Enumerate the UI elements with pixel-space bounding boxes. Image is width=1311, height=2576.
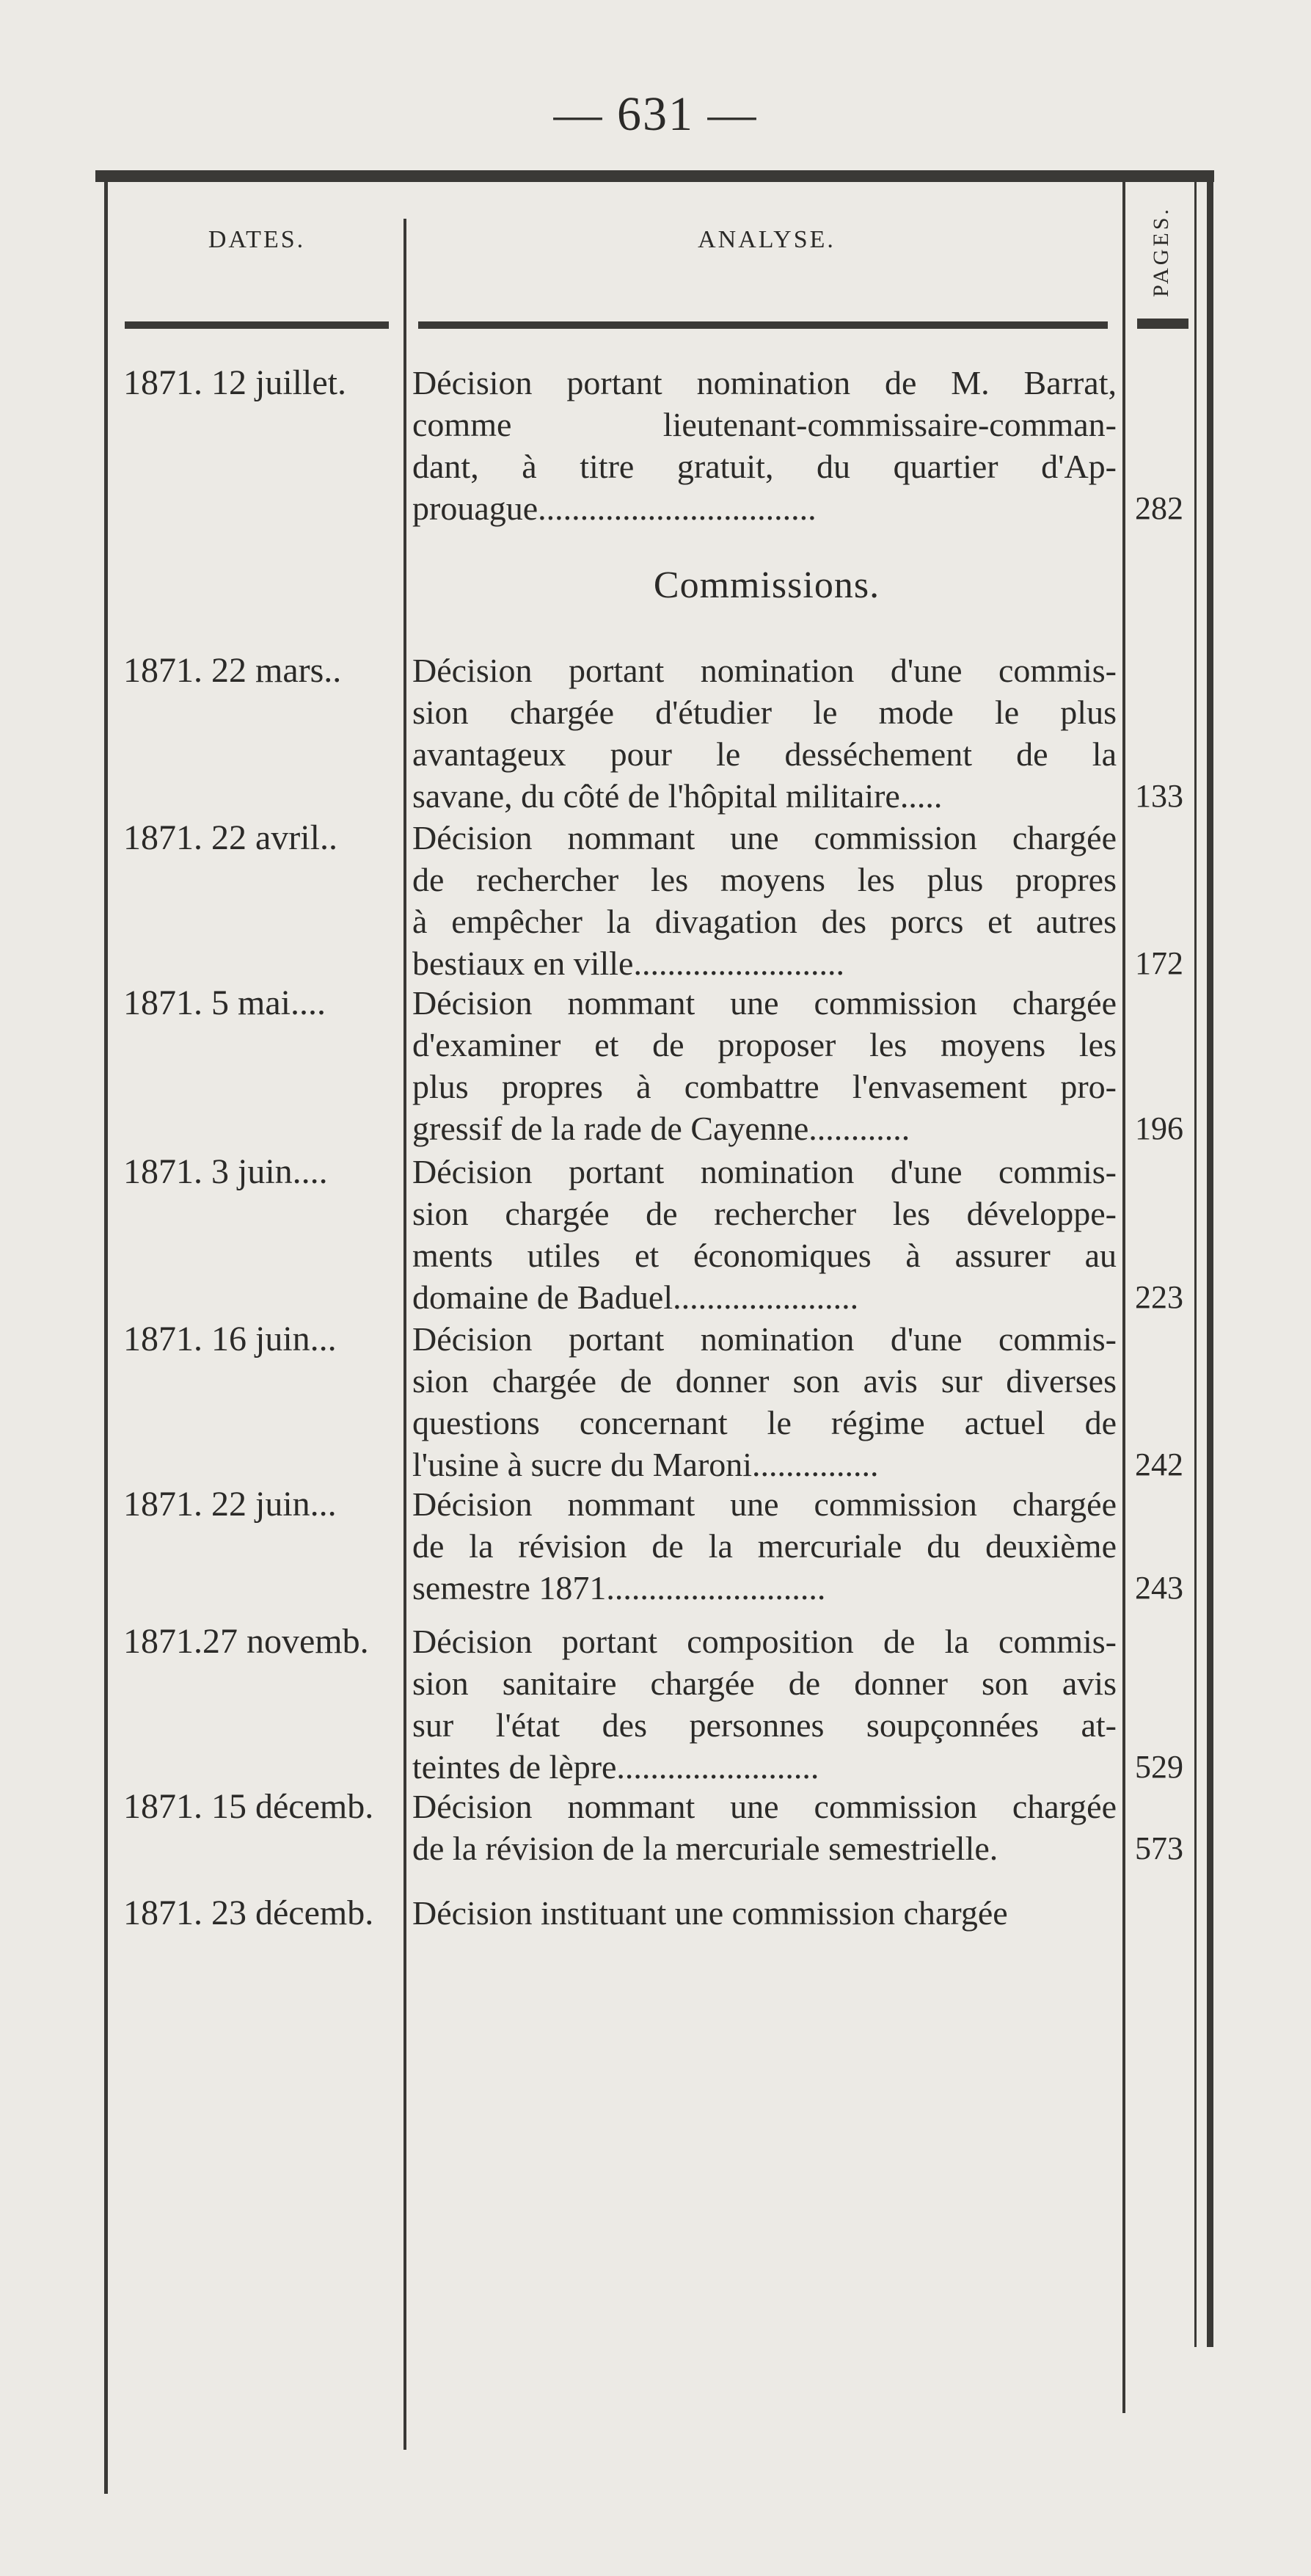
entry-analysis-line: Décision nommant une commission chargée xyxy=(412,819,1117,856)
entry-analysis-line: Décision nommant une commission chargée xyxy=(412,1788,1117,1825)
index-table xyxy=(95,182,1214,2576)
entry-page-ref: 133 xyxy=(1135,778,1183,814)
entry-analysis-line: sion chargée de rechercher les développe- xyxy=(412,1195,1117,1232)
entry-analysis-line: domaine de Baduel...................... xyxy=(412,1278,859,1316)
entry-page-ref: 242 xyxy=(1135,1447,1183,1482)
entry-page-ref: 172 xyxy=(1135,945,1183,981)
entry-analysis xyxy=(412,817,1117,984)
top-rule xyxy=(95,170,1214,182)
entry-analysis xyxy=(412,650,1117,817)
entry-analysis-line: Décision portant nomination d'une commis- xyxy=(412,1320,1117,1358)
entry-analysis xyxy=(412,1892,1117,1934)
page-number: — 631 — xyxy=(553,87,758,141)
entry-analysis-line: teintes de lèpre........................ xyxy=(412,1748,819,1786)
entry-analysis-line: l'usine à sucre du Maroni............... xyxy=(412,1446,879,1483)
entry-date: 1871.27 novemb. xyxy=(123,1622,369,1661)
entry-analysis-line: bestiaux en ville......................... xyxy=(412,945,844,982)
entry-date: 1871. 15 décemb. xyxy=(123,1787,374,1826)
entry-analysis-line: de la révision de la mercuriale du deuxième xyxy=(412,1527,1117,1565)
entry-analysis-line: de rechercher les moyens les plus propres xyxy=(412,861,1117,898)
entry-analysis-line: Décision nommant une commission chargée xyxy=(412,1485,1117,1523)
table-border-right xyxy=(1207,182,1213,2347)
entry-date: 1871. 22 mars.. xyxy=(123,651,342,690)
header-dates: DATES. xyxy=(208,226,306,253)
entry-page-ref: 223 xyxy=(1135,1279,1183,1315)
entry-analysis-line: d'examiner et de proposer les moyens les xyxy=(412,1026,1117,1063)
entry-analysis-line: dant, à titre gratuit, du quartier d'Ap- xyxy=(412,448,1117,485)
entry-analysis-line: Décision nommant une commission chargée xyxy=(412,984,1117,1022)
column-divider-analyse xyxy=(1122,182,1125,2413)
entry-analysis-line: sion chargée d'étudier le mode le plus xyxy=(412,694,1117,731)
entry-page-ref: 243 xyxy=(1135,1570,1183,1606)
table-border-left xyxy=(104,182,108,2494)
entry-analysis-line: Décision instituant une commission chargée xyxy=(412,1894,1008,1932)
entry-analysis-line: gressif de la rade de Cayenne............ xyxy=(412,1110,910,1147)
entry-analysis xyxy=(412,1620,1117,1788)
entry-analysis-line: Décision portant nomination d'une commis- xyxy=(412,652,1117,689)
entry-page-ref: 529 xyxy=(1135,1749,1183,1785)
entry-date: 1871. 12 juillet. xyxy=(123,363,346,402)
entry-date: 1871. 3 juin.... xyxy=(123,1152,328,1191)
entry-analysis-line: sion chargée de donner son avis sur diverses xyxy=(412,1362,1117,1400)
entry-date: 1871. 22 juin... xyxy=(123,1485,337,1524)
column-divider-dates xyxy=(403,219,406,2450)
entry-analysis xyxy=(412,982,1117,1149)
entry-analysis-line: ments utiles et économiques à assurer au xyxy=(412,1237,1117,1274)
entry-analysis-line: Décision portant nomination d'une commis- xyxy=(412,1153,1117,1190)
entry-analysis-line: questions concernant le régime actuel de xyxy=(412,1404,1117,1441)
entry-date: 1871. 16 juin... xyxy=(123,1320,337,1358)
entry-analysis-line: plus propres à combattre l'envasement pro- xyxy=(412,1068,1117,1105)
header-rule-dates xyxy=(125,321,389,329)
entry-analysis xyxy=(412,1786,1117,1869)
entry-analysis xyxy=(412,1151,1117,1318)
entry-analysis-line: avantageux pour le desséchement de la xyxy=(412,735,1117,773)
entry-date: 1871. 5 mai.... xyxy=(123,983,326,1022)
table-border-right-inner xyxy=(1194,182,1197,2347)
entry-analysis-line: prouague................................. xyxy=(412,490,817,527)
entry-page-ref: 573 xyxy=(1135,1830,1183,1866)
entry-analysis-line: Décision portant nomination de M. Barrat, xyxy=(412,364,1117,401)
header-rule-analyse xyxy=(418,321,1108,329)
entry-page-ref: 282 xyxy=(1135,490,1183,526)
entry-analysis-line: semestre 1871.......................... xyxy=(412,1569,826,1607)
header-pages-label: PAGES. xyxy=(1149,206,1173,297)
entry-analysis-line: comme lieutenant-commissaire-comman- xyxy=(412,406,1117,443)
entry-date: 1871. 22 avril.. xyxy=(123,818,337,857)
header-rule-pages xyxy=(1137,319,1188,329)
entry-page-ref: 196 xyxy=(1135,1110,1183,1146)
entry-date: 1871. 23 décemb. xyxy=(123,1893,374,1932)
entry-analysis-line: de la révision de la mercuriale semestrielle. xyxy=(412,1830,998,1867)
entry-analysis-line: Décision portant composition de la commis- xyxy=(412,1623,1117,1660)
entry-analysis-line: à empêcher la divagation des porcs et autres xyxy=(412,903,1117,940)
entry-analysis-line: savane, du côté de l'hôpital militaire..... xyxy=(412,777,943,815)
entry-analysis xyxy=(412,362,1117,529)
entry-analysis-line: sion sanitaire chargée de donner son avis xyxy=(412,1664,1117,1702)
entry-analysis-line: sur l'état des personnes soupçonnées at- xyxy=(412,1706,1117,1744)
entry-analysis xyxy=(412,1483,1117,1609)
section-title: Commissions. xyxy=(653,564,880,606)
header-analyse: ANALYSE. xyxy=(698,226,836,253)
entry-analysis xyxy=(412,1318,1117,1485)
header-pages xyxy=(1136,200,1187,303)
